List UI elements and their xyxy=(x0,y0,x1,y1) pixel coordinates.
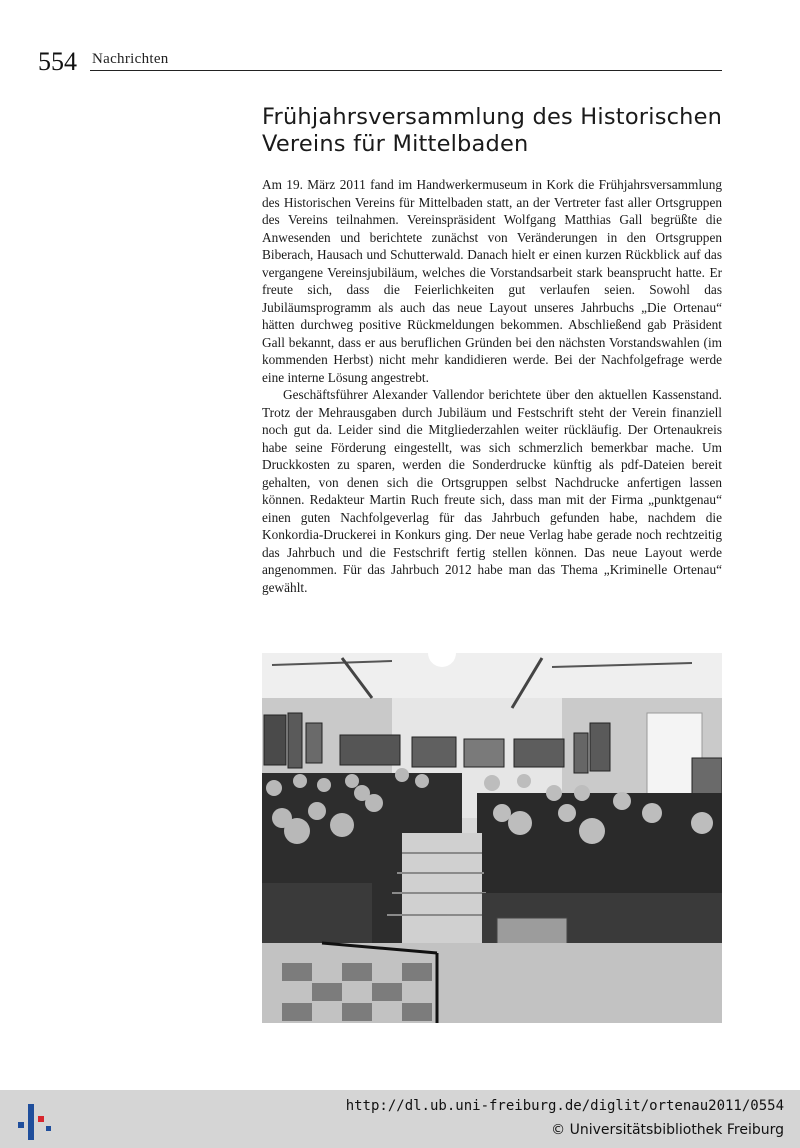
footer-bar xyxy=(0,1090,800,1148)
title-line: Vereins für Mittelbaden xyxy=(262,131,529,157)
article-body xyxy=(262,176,722,596)
article-title xyxy=(262,104,732,158)
ub-freiburg-logo-icon xyxy=(12,1100,52,1144)
source-url[interactable]: http://dl.ub.uni-freiburg.de/diglit/ortenau2011/0554 xyxy=(345,1098,784,1114)
paragraph: Geschäftsführer Alexander Vallendor berichtete über den aktuellen Kassenstand. Trotz der Mehrausgaben durch Jubiläum und Festschrift steht der Verein finanziell noch gut da. Leider sind die Mitgliederzahlen weiter rückläufig. Der Ortenaukreis habe seine Förderung eingestellt, was sich schmerzlich bemerkbar mache. Um Druckkosten zu sparen, werden die Sonderdrucke künftig als pdf-Dateien bereit gehalten, von denen sich die Ortsgruppen selbst Nachdrucke anfertigen lassen können. Redakteur Martin Ruch freute sich, dass man mit der Firma „punktgenau“ einen guten Nachfolgeverlag für das Jahrbuch gefunden habe, nachdem die Konkordia-Druckerei in Konkurs ging. Der neue Verlag habe gerade noch rechtzeitig das Jahrbuch und die Festschrift fertig stellen können. Das neue Layout werde angenommen. Für das Jahrbuch 2012 habe man das Thema „Kriminelle Ortenau“ gewählt. xyxy=(262,387,722,595)
title-line: Frühjahrsversammlung des Historischen xyxy=(262,104,723,130)
meeting-photo xyxy=(262,653,722,1023)
page-number: 554 xyxy=(38,47,77,76)
paragraph: Am 19. März 2011 fand im Handwerkermuseum in Kork die Frühjahrsversammlung des Historischen Vereins für Mittelbaden statt, an der Vertreter fast aller Ortsgruppen des Vereins teilnahmen. Vereinspräsident Wolfgang Matthias Gall begrüßte die Anwesenden und berichtete zunächst von Veränderungen in den Ortsgruppen Biberach, Hausach und Schutterwald. Danach hielt er einen kurzen Rückblick auf das vergangene Vereinsjubiläum, welches die Vorstandsarbeit stark beansprucht hatte. Er freute sich, dass die Feierlichkeiten gut verlaufen seien. Sowohl das Jubiläumsprogramm als auch das neue Layout unseres Jahrbuchs „Die Ortenau“ hätten durchweg positive Rückmeldungen bekommen. Abschließend gab Präsident Gall bekannt, dass er aus beruflichen Gründen bei den nächsten Vorstandswahlen (im kommenden Herbst) nicht mehr kandidieren werde. Bei der Nachfolgefrage werde eine interne Lösung angestrebt. xyxy=(262,177,722,385)
copyright: © Universitätsbibliothek Freiburg xyxy=(551,1122,784,1138)
header-rule xyxy=(90,70,722,71)
running-head: Nachrichten xyxy=(92,51,169,67)
